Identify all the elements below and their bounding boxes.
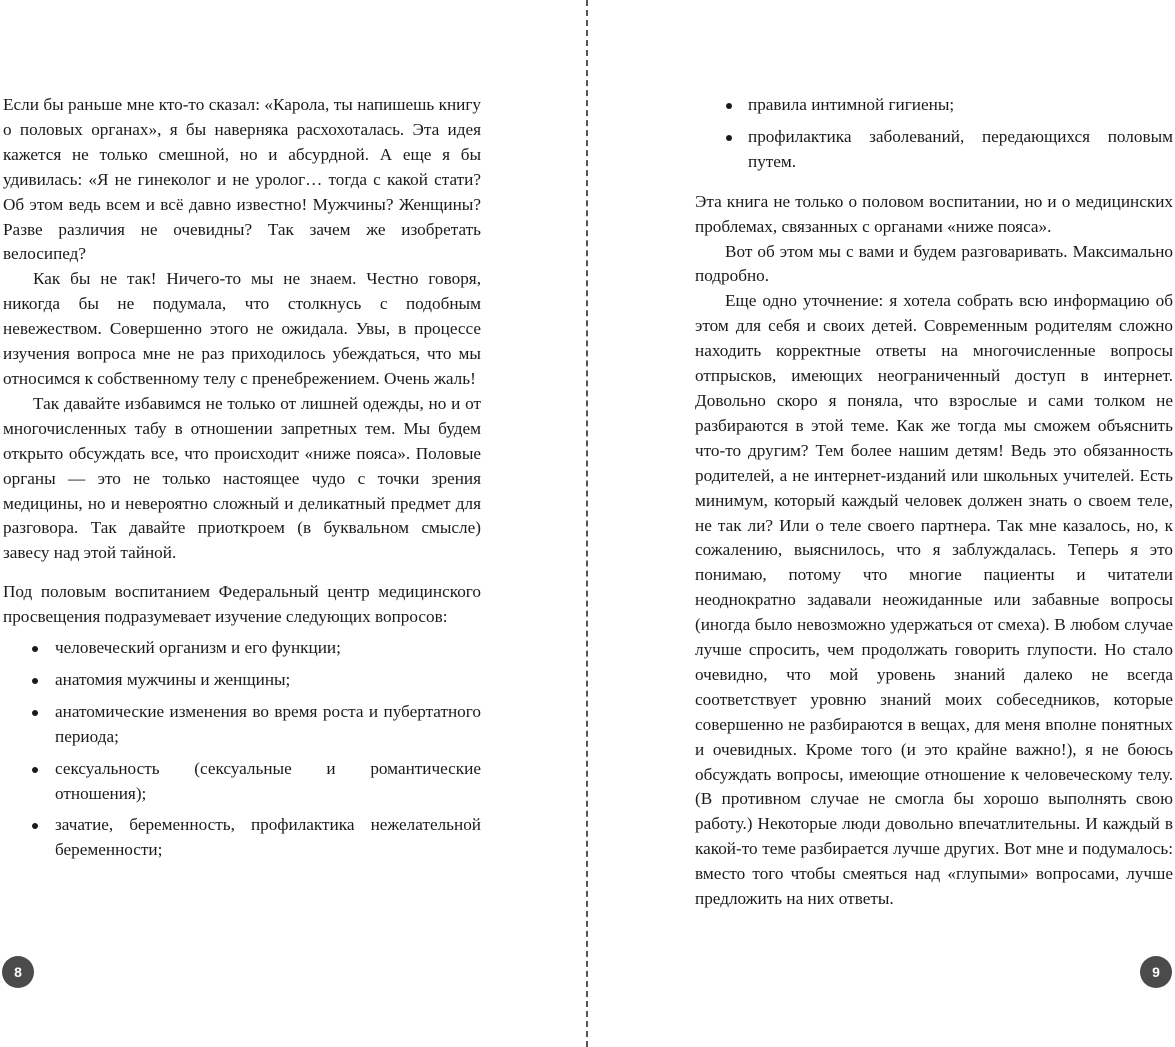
list-item-text: человеческий организм и его функции; [55,638,341,658]
bullet-icon [32,678,38,684]
right-page [592,0,1175,1047]
list-intro: Под половым воспитанием Федеральный центр медицинского просвещения подразумевает изучение следующих вопросов: [3,582,481,627]
bullet-icon [32,767,38,773]
paragraph: Если бы раньше мне кто-то сказал: «Карола, ты напишешь книгу о половых органах», я бы наверняка расхохоталась. Эта идея кажется не только смешной, но и абсурдной. А еще я бы удивилась: «Я не гинеколог и не уролог… тогда с какой стати? Об этом ведь всем и всё давно известно! Мужчины? Женщины? Разве различия не очевидны? Так зачем же изобретать велосипед? [3,95,481,264]
list-item-text: зачатие, беременность, профилактика нежелательной беременности; [55,815,481,860]
page-number: 8 [2,956,34,988]
list-item [695,125,1173,175]
paragraph: Вот об этом мы с вами и будем разговаривать. Максимально подробно. [695,241,1173,286]
list-item-text: анатомия мужчины и женщины; [55,669,291,689]
paragraph: Еще одно уточнение: я хотела собрать всю информацию об этом для себя и своих детей. Современным родителям сложно находить корректные ответы на многочисленные вопросы отпрысков, имеющих неограниченный доступ в интернет. Довольно скоро я поняла, что взрослые и сами толком не разбираются в этой теме. Как же тогда мы сможем объяснить что-то другим? Тем более нашим детям! Ведь это обязанность родителей, а не интернет-изданий или школьных учителей. Есть минимум, который каждый человек должен знать о своем теле, не так ли? Или о теле своего партнера. Так мне казалось, но, к сожалению, выяснилось, что я заблуждалась. Теперь я это понимаю, потому что многие пациенты и читатели неоднократно задавали неожиданные или забавные вопросы (иногда было невозможно удержаться от смеха). В любом случае лучше спросить, чем продолжать говорить глупости. Но стало очевидно, что мой уровень знаний далеко не всегда соответствует уровню знаний моих собеседников, которые совершенно не разбираются в вещах, для меня вполне понятных и очевидных. Кроме того (и это крайне важно!), я не боюсь обсуждать вопросы, имеющие отношение к человеческому телу. (В противном случае не смогла бы хорошо выполнять свою работу.) Некоторые люди довольно впечатлительны. И каждый в какой-то теме разбирается лучше других. Вот мне и подумалось: вместо того чтобы смеяться над «глупыми» вопросами, лучше предложить на них ответы. [695,291,1173,909]
right-text-column [695,93,1173,912]
list-item [3,636,481,661]
paragraph: Эта книга не только о половом воспитании, но и о медицинских проблемах, связанных с органами «ниже пояса». [695,191,1173,236]
list-item-text: сексуальность (сексуальные и романтические отношения); [55,758,481,803]
bullet-icon [32,710,38,716]
paragraph: Как бы не так! Ничего-то мы не знаем. Честно говоря, никогда бы не подумала, что столкнусь с подобным невежеством. Совершенно этого не ожидала. Увы, в процессе изучения вопроса мне не раз приходилось убеждаться, что мы относимся к собственному телу с пренебрежением. Очень жаль! [3,269,481,388]
bullet-list [695,93,1173,175]
bullet-icon [32,823,38,829]
bullet-icon [32,646,38,652]
bullet-icon [726,103,732,109]
list-item [3,700,481,750]
list-item-text: анатомические изменения во время роста и пубертатного периода; [55,701,481,746]
page-number: 9 [1140,956,1172,988]
left-text-column [3,93,481,870]
bullet-icon [726,135,732,141]
list-item [3,813,481,863]
page-divider [586,0,588,1047]
list-item-text: правила интимной гигиены; [748,95,955,114]
list-item-text: профилактика заболеваний, передающихся половым путем. [748,126,1173,171]
list-item [3,757,481,807]
bullet-list [3,636,481,863]
left-page [0,0,583,1047]
list-item [3,668,481,693]
paragraph: Так давайте избавимся не только от лишней одежды, но и от многочисленных табу в отношении запретных тем. Мы будем открыто обсуждать все, что происходит «ниже пояса». Половые органы — это не только настоящее чудо с точки зрения медицины, но и невероятно сложный и деликатный предмет для разговора. Так давайте приоткроем (в буквальном смысле) завесу над этой тайной. [3,393,481,563]
list-item [695,93,1173,118]
